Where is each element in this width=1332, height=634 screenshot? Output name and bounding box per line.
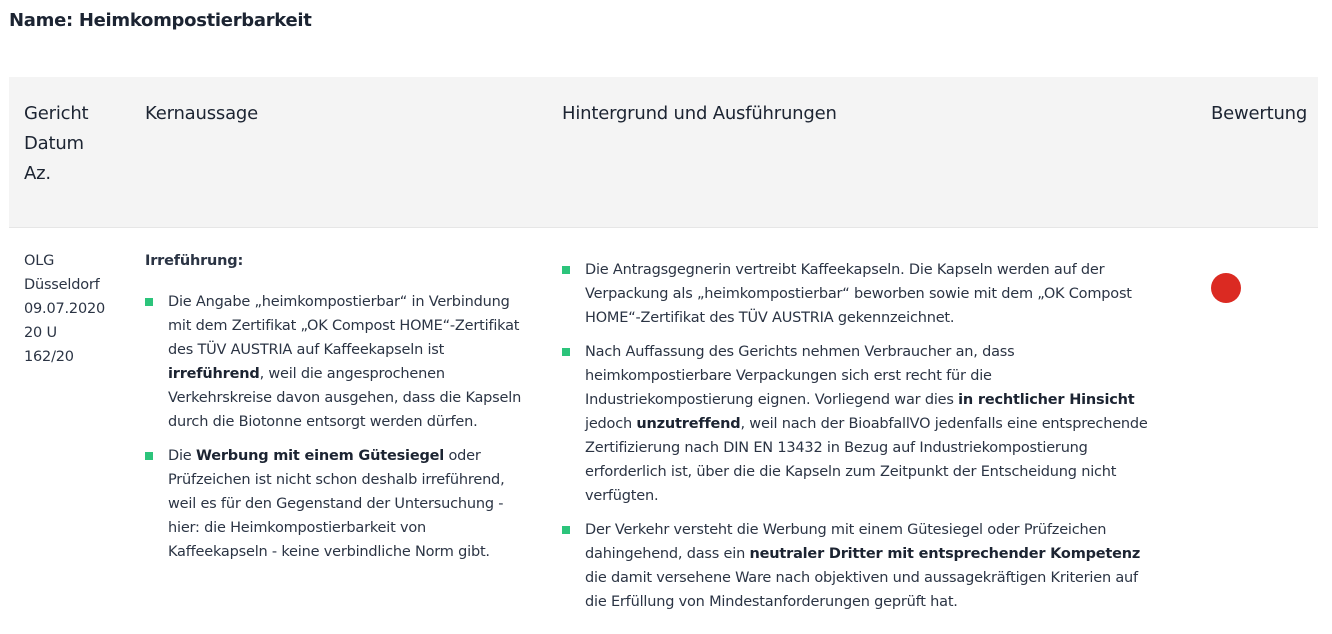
court-line: 20 U (24, 325, 57, 341)
text-run: Die Antragsgegnerin vertreibt Kaffeekapseln. Die Kapseln werden auf der Verpackung als „heimkompostierbar“ beworben sowie mit dem „OK Compost HOME“-Zertifikat des TÜV AUSTRIA gekennzeichnet. (585, 262, 1132, 326)
text-run: Die (168, 448, 196, 464)
kernaussage-list (145, 290, 525, 564)
hintergrund-list (562, 258, 1162, 614)
kernaussage-cell (145, 250, 525, 574)
text-run: Nach Auffassung des Gerichts nehmen Verbraucher an, dass heimkompostierbare Verpackungen sich erst recht für die Industriekompostierung eignen. Vorliegend war dies (585, 344, 1015, 408)
bullet-square-icon (145, 452, 153, 460)
page-title: Name: Heimkompostierbarkeit (9, 10, 312, 31)
header-court-line: Gericht (24, 103, 89, 124)
list-item (562, 340, 1162, 508)
bullet-square-icon (562, 526, 570, 534)
text-run: oder Prüfzeichen ist nicht schon deshalb irreführend, weil es für den Gegenstand der Untersuchung - hier: die Heimkompostierbarkeit von Kaffeekapseln - keine verbindliche Norm gibt. (168, 448, 505, 560)
text-run: Der Verkehr versteht die Werbung mit einem Gütesiegel oder Prüfzeichen dahingehend, dass ein (585, 522, 1107, 562)
header-bewertung: Bewertung (1211, 103, 1308, 124)
bullet-square-icon (562, 266, 570, 274)
hintergrund-cell (562, 258, 1162, 624)
emphasis-text: in rechtlicher Hinsicht (958, 392, 1135, 408)
text-run: Die Angabe „heimkompostierbar“ in Verbindung mit dem Zertifikat „OK Compost HOME“-Zertifikat des TÜV AUSTRIA auf Kaffeekapseln ist (168, 294, 520, 358)
header-kernaussage: Kernaussage (145, 103, 258, 124)
kernaussage-label: Irreführung: (145, 253, 244, 269)
court-line: OLG (24, 253, 55, 269)
list-item (145, 444, 525, 564)
court-line: 09.07.2020 (24, 301, 106, 317)
list-item (562, 258, 1162, 330)
emphasis-text: neutraler Dritter mit entsprechender Kompetenz (749, 546, 1141, 562)
bullet-square-icon (145, 298, 153, 306)
header-court (24, 99, 88, 189)
text-run: die damit versehene Ware nach objektiven und aussagekräftigen Kriterien auf die Erfüllung von Mindestanforderungen geprüft hat. (585, 570, 1138, 610)
court-line: 162/20 (24, 349, 74, 365)
court-date-cell (24, 249, 105, 369)
text-run: , weil die angesprochenen Verkehrskreise davon ausgehen, dass die Kapseln durch die Biotonne entsorgt werden dürfen. (168, 366, 522, 430)
list-item (562, 518, 1162, 614)
bullet-square-icon (562, 348, 570, 356)
header-court-line: Datum (24, 133, 84, 154)
header-court-line: Az. (24, 163, 51, 184)
court-line: Düsseldorf (24, 277, 100, 293)
rating-red-dot-icon (1211, 273, 1241, 303)
emphasis-text: unzutreffend (636, 416, 741, 432)
list-item (145, 290, 525, 434)
text-run: jedoch (585, 416, 637, 432)
text-run: , weil nach der BioabfallVO jedenfalls eine entsprechende Zertifizierung nach DIN EN 13432 in Bezug auf Industriekompostierung erforderlich ist, über die die Kapseln zum Zeitpunkt der Entscheidung nicht verfügten. (585, 416, 1148, 504)
emphasis-text: irreführend (168, 366, 260, 382)
emphasis-text: Werbung mit einem Gütesiegel (195, 448, 445, 464)
header-hintergrund: Hintergrund und Ausführungen (562, 103, 837, 124)
